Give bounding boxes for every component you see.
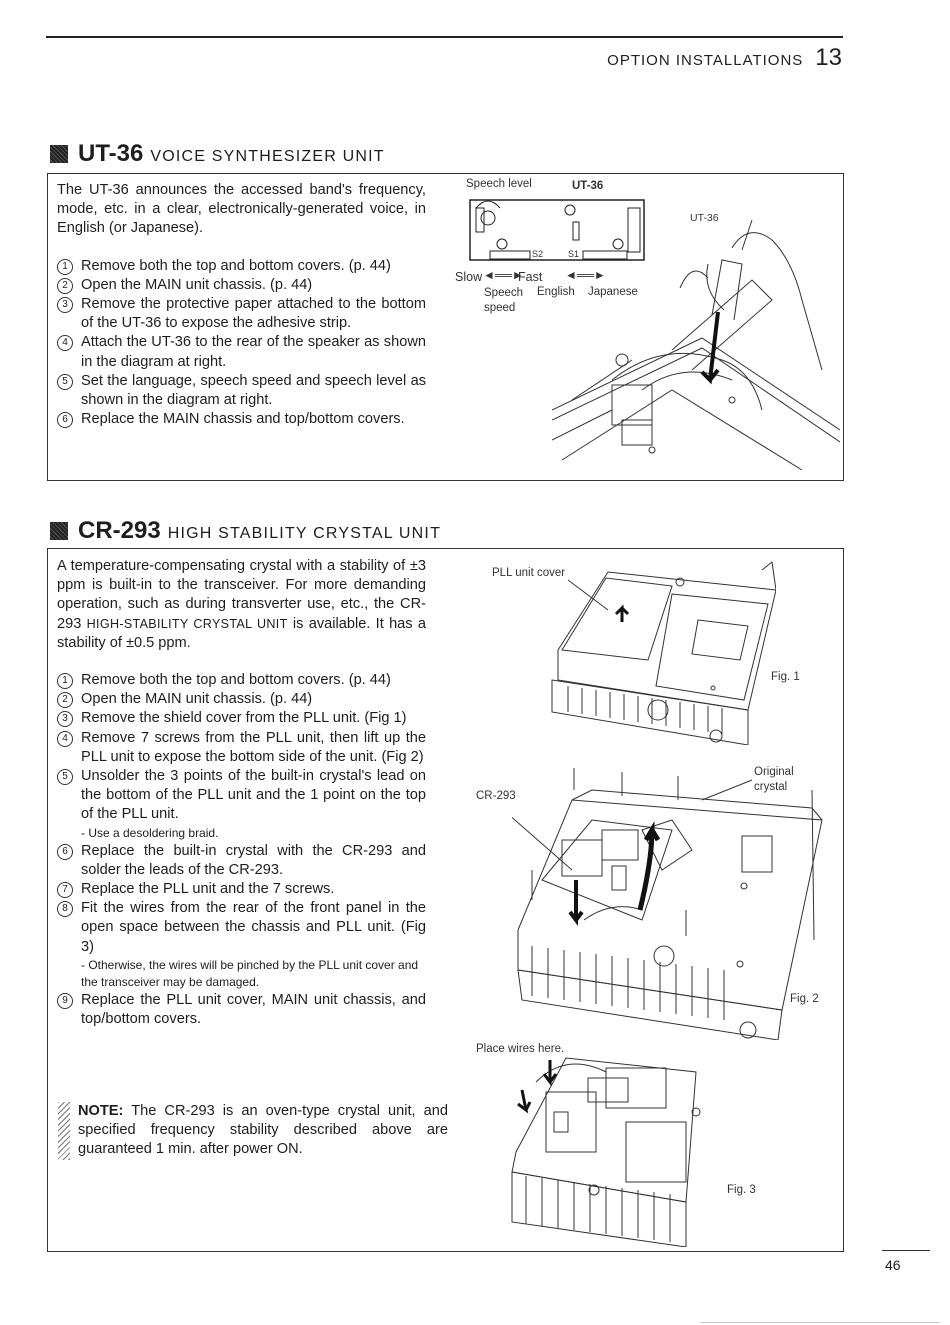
list-item: 4 Remove 7 screws from the PLL unit, then lift up the PLL unit to expose the bottom side of the unit. (Fig 2) — [57, 729, 426, 767]
top-rule — [46, 36, 843, 38]
cr293-title — [50, 517, 441, 545]
fig2-illustration — [512, 760, 824, 1040]
cr293-steps — [57, 671, 426, 1029]
cr293-part-label: CR-293 — [476, 790, 516, 802]
s2-label: S2 — [532, 249, 544, 259]
ut36-board-label: UT-36 — [572, 180, 604, 192]
fig3-label: Fig. 3 — [727, 1184, 756, 1196]
list-item: 4 Attach the UT-36 to the rear of the speaker as shown in the diagram at right. — [57, 333, 426, 371]
list-item: 8 Fit the wires from the rear of the front panel in the open space between the chassis and PLL unit. (Fig 3) - Otherwise, the wires will be pinched by the PLL unit cover and the transceiver may be damaged. — [57, 899, 426, 991]
speaker-chassis-illustration — [552, 220, 840, 470]
list-item: 7 Replace the PLL unit and the 7 screws. — [57, 880, 426, 899]
note-hatch-icon — [58, 1102, 70, 1160]
place-wires-label: Place wires here. — [476, 1043, 565, 1055]
cr293-text — [57, 557, 426, 1029]
list-item: 3 Remove the protective paper attached to the bottom of the UT-36 to expose the adhesive strip. — [57, 295, 426, 333]
cr293-code: CR-293 — [78, 517, 161, 544]
original-crystal-label: Original crystal — [754, 766, 794, 793]
list-item: 3 Remove the shield cover from the PLL unit. (Fig 1) — [57, 709, 426, 728]
faint-rule — [700, 1322, 940, 1323]
s1-label: S1 — [568, 249, 580, 259]
note-text: The CR-293 is an oven-type crystal unit, and specified frequency stability described above are guaranteed 1 min. after power ON. — [78, 1103, 448, 1158]
fig1-label: Fig. 1 — [771, 671, 800, 683]
page-number: 46 — [885, 1257, 901, 1273]
ut36-unit-label: UT-36 — [690, 212, 719, 224]
cr293-intro: A temperature-compensating crystal with a stability of ±3 ppm is built-in to the transceiver. For more demanding operation, such as during transverter use, etc., the CR-293 HIGH-STABILITY CRYSTAL UNIT is available. It has a stability of ±0.5 ppm. — [57, 558, 427, 651]
fig3-illustration — [506, 1052, 706, 1247]
bottom-rule — [882, 1250, 930, 1251]
cr293-subtitle: HIGH STABILITY CRYSTAL UNIT — [167, 525, 442, 542]
speech-level-label: Speech level — [466, 178, 532, 190]
english-label: English — [537, 286, 575, 298]
list-item: 6 Replace the MAIN chassis and top/bottom covers. — [57, 410, 426, 429]
fast-label: Fast — [518, 270, 543, 284]
list-item: 9 Replace the PLL unit cover, MAIN unit chassis, and top/bottom covers. — [57, 991, 426, 1029]
list-item: 5 Unsolder the 3 points of the built-in crystal's lead on the bottom of the PLL unit and the 1 point on the top of the PLL unit. - Use a desoldering braid. — [57, 767, 426, 842]
ut36-title — [50, 140, 385, 168]
list-item: 6 Replace the built-in crystal with the CR-293 and solder the leads of the CR-293. — [57, 842, 426, 880]
slow-label: Slow — [455, 270, 483, 284]
ut36-intro: The UT-36 announces the accessed band's frequency, mode, etc. in a clear, electronically-generated voice, in English (or Japanese). — [57, 182, 426, 237]
section-name: OPTION INSTALLATIONS — [607, 52, 804, 69]
ut36-steps — [57, 257, 426, 430]
list-item: 2 Open the MAIN unit chassis. (p. 44) — [57, 690, 426, 709]
note-label: NOTE: — [78, 1103, 124, 1119]
japanese-label: Japanese — [588, 286, 638, 298]
list-item: 2 Open the MAIN unit chassis. (p. 44) — [57, 276, 426, 295]
language-arrow-icon: ◄══► — [565, 268, 606, 282]
page-header — [607, 44, 842, 72]
speech-speed-label: Speech speed — [484, 287, 524, 314]
speed-arrow-icon: ◄══► — [483, 268, 524, 282]
fig2-label: Fig. 2 — [790, 993, 819, 1005]
note — [58, 1102, 448, 1160]
ut36-text — [57, 181, 426, 429]
ut36-subtitle: VOICE SYNTHESIZER UNIT — [150, 148, 385, 165]
list-item: 1 Remove both the top and bottom covers. (p. 44) — [57, 257, 426, 276]
list-item: 5 Set the language, speech speed and speech level as shown in the diagram at right. — [57, 372, 426, 410]
ut36-code: UT-36 — [78, 140, 144, 167]
chapter-number: 13 — [815, 44, 842, 71]
pll-cover-label: PLL unit cover — [492, 567, 566, 579]
fig1-illustration — [548, 560, 776, 745]
list-item: 1 Remove both the top and bottom covers. (p. 44) — [57, 671, 426, 690]
section-marker-icon — [50, 145, 68, 163]
section-marker-icon — [50, 522, 68, 540]
